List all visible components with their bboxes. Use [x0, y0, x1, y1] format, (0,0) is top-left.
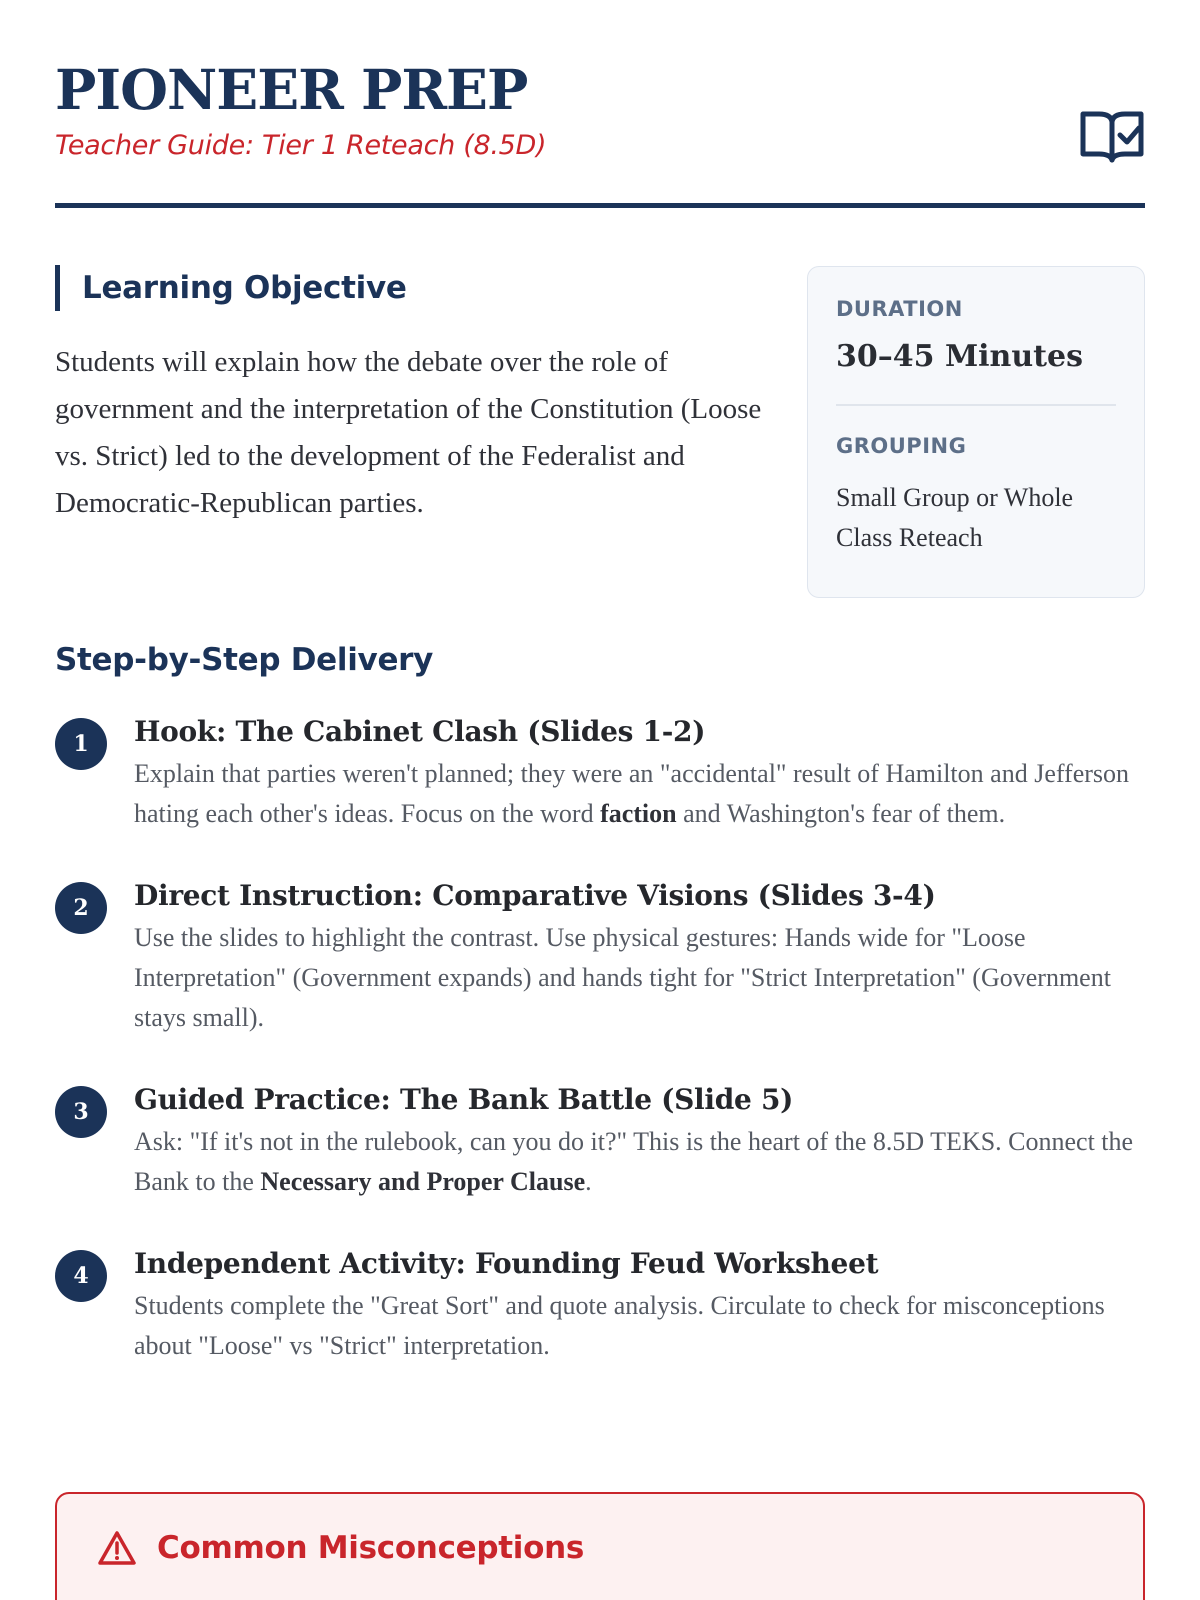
misconceptions-title: Common Misconceptions — [157, 1530, 585, 1566]
objective-text: Students will explain how the debate over the role of government and the interpretation of the Constitution (Loose vs. Strict) led to the development of the Federalist and Democratic-Republican parties. — [55, 346, 762, 519]
step-number-badge: 4 — [55, 1250, 107, 1302]
page-header — [55, 0, 1145, 208]
step-title: Direct Instruction: Comparative Visions (Slides 3-4) — [134, 879, 936, 912]
steps-title: Step-by-Step Delivery — [55, 642, 434, 678]
step-description: Students complete the "Great Sort" and quote analysis. Circulate to check for misconceptions about "Loose" vs "Strict" interpretation. — [134, 1291, 1105, 1360]
learning-objective — [55, 265, 775, 527]
brand-title: PIONEER PREP — [55, 57, 528, 122]
step-number-badge: 1 — [55, 718, 107, 770]
objective-section — [55, 208, 1145, 600]
step-number-badge: 3 — [55, 1086, 107, 1138]
key-term: faction — [600, 799, 677, 828]
step-item — [55, 876, 1145, 1038]
step-title: Guided Practice: The Bank Battle (Slide 5) — [134, 1083, 794, 1116]
objective-title: Learning Objective — [82, 270, 407, 306]
grouping-label: GROUPING — [836, 433, 967, 458]
step-item — [55, 1080, 1145, 1202]
duration-value: 30–45 Minutes — [836, 339, 1084, 374]
key-term: Necessary and Proper Clause — [260, 1167, 586, 1196]
step-description: Explain that parties weren't planned; they were an "accidental" result of Hamilton and Jefferson hating each other's ideas. Focus on the word faction and Washington's fear of them. — [134, 759, 1130, 828]
misconceptions-box — [55, 1492, 1145, 1600]
grouping-value: Small Group or Whole Class Reteach — [836, 482, 1074, 552]
warning-icon — [97, 1530, 137, 1566]
book-check-icon — [1079, 108, 1145, 170]
step-item — [55, 712, 1145, 834]
step-title: Independent Activity: Founding Feud Worksheet — [134, 1247, 879, 1280]
step-item — [55, 1244, 1145, 1366]
duration-label: DURATION — [836, 297, 963, 321]
lesson-info-card — [807, 266, 1145, 598]
objective-heading — [55, 265, 775, 311]
card-divider — [836, 404, 1116, 406]
step-description: Ask: "If it's not in the rulebook, can you do it?" This is the heart of the 8.5D TEKS. Connect the Bank to the Necessary and Proper Clause. — [134, 1127, 1134, 1196]
misconceptions-heading — [97, 1530, 1103, 1566]
guide-subtitle: Teacher Guide: Tier 1 Reteach (8.5D) — [55, 130, 547, 161]
step-description: Use the slides to highlight the contrast. Use physical gestures: Hands wide for "Loose Interpretation" (Government expands) and hands tight for "Strict Interpretation" (Government stays small). — [134, 923, 1111, 1032]
step-title: Hook: The Cabinet Clash (Slides 1-2) — [134, 715, 706, 748]
step-number-badge: 2 — [55, 882, 107, 934]
steps-list — [55, 712, 1145, 1366]
